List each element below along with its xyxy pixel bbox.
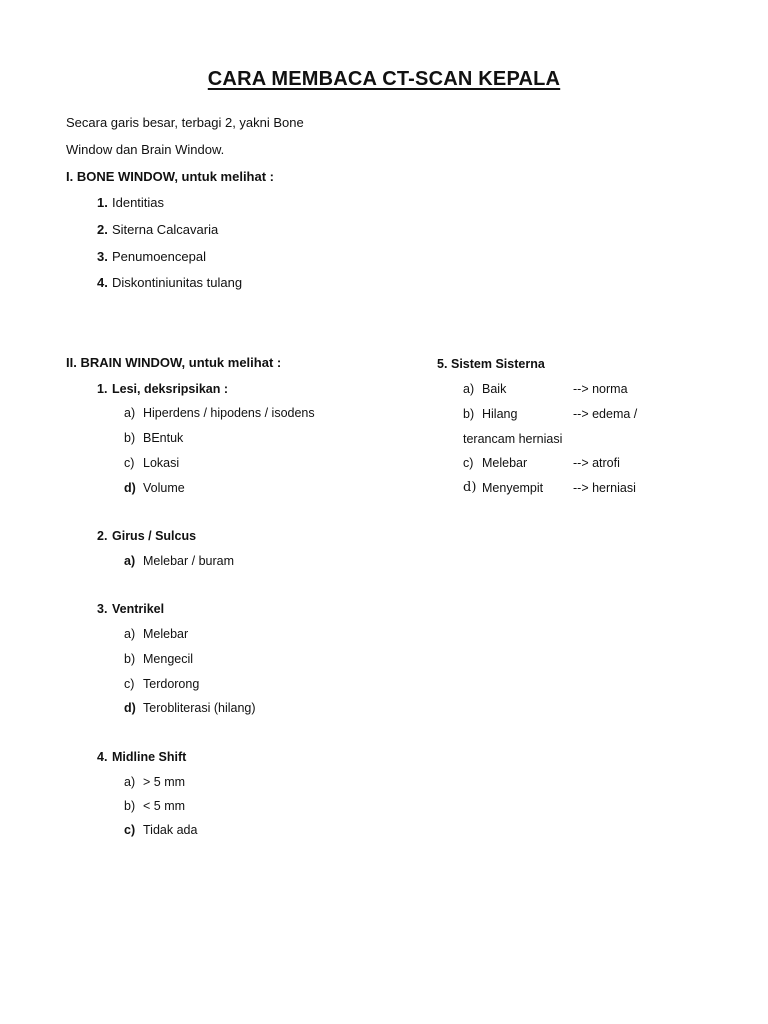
list-result: --> norma	[573, 382, 628, 396]
list-result: --> atrofi	[573, 456, 620, 470]
list-text: < 5 mm	[143, 799, 186, 813]
list-item	[0, 381, 768, 397]
list-text: Tidak ada	[143, 823, 198, 837]
list-label: b)	[463, 407, 475, 421]
list-label: d)	[124, 701, 136, 715]
page-title: CARA MEMBACA CT-SCAN KEPALA	[207, 68, 561, 90]
brain-window-heading: II. BRAIN WINDOW, untuk melihat :	[66, 355, 282, 370]
list-number: 2.	[97, 222, 108, 237]
list-text: Lokasi	[143, 456, 180, 470]
list-continuation: terancam herniasi	[463, 432, 563, 446]
intro-line	[0, 115, 768, 131]
subsection-heading	[0, 356, 768, 372]
list-item	[0, 798, 768, 814]
list-label: b)	[124, 652, 136, 666]
list-text: BEntuk	[143, 431, 184, 445]
list-label: a)	[124, 775, 136, 789]
list-result: --> edema /	[573, 407, 638, 421]
list-text: Melebar	[482, 456, 528, 470]
list-text: Menyempit	[482, 481, 544, 495]
list-label: c)	[124, 456, 135, 470]
list-label: b)	[124, 799, 136, 813]
subsection-title: Sistem Sisterna	[451, 357, 545, 371]
list-number: 1.	[97, 195, 108, 210]
list-label: c)	[463, 456, 474, 470]
bone-window-heading-row	[0, 169, 768, 185]
subsection-number: 1.	[97, 382, 108, 396]
list-text: Volume	[143, 481, 185, 495]
list-label: a)	[463, 382, 475, 396]
list-label: a)	[124, 627, 136, 641]
list-text: Melebar	[143, 627, 189, 641]
list-text: Baik	[482, 382, 507, 396]
subsection-heading	[0, 749, 768, 765]
list-item	[0, 480, 768, 496]
list-text: Terdorong	[143, 677, 200, 691]
list-label: c)	[124, 823, 136, 837]
list-label: b)	[124, 431, 136, 445]
subsection-number: 3.	[97, 602, 108, 616]
subsection-number: 4.	[97, 750, 108, 764]
list-item	[0, 249, 768, 265]
list-text: Penumoencepal	[112, 249, 206, 264]
subsection-title: Lesi, deksripsikan :	[112, 382, 229, 396]
list-text: Siterna Calcavaria	[112, 222, 219, 237]
list-item	[0, 455, 768, 471]
list-item	[0, 822, 768, 838]
subsection-heading	[0, 528, 768, 544]
subsection-heading	[0, 601, 768, 617]
subsection-title: Girus / Sulcus	[112, 529, 197, 543]
list-number: 3.	[97, 249, 108, 264]
list-item	[0, 626, 768, 642]
list-item	[0, 774, 768, 790]
list-label: d)	[124, 481, 136, 495]
bone-window-heading: I. BONE WINDOW, untuk melihat :	[66, 169, 274, 184]
list-label: a)	[124, 554, 136, 568]
list-text: Hiperdens / hipodens / isodens	[143, 406, 315, 420]
list-label: c)	[124, 677, 135, 691]
list-item	[0, 651, 768, 667]
intro-text-2: Window dan Brain Window.	[66, 142, 225, 157]
list-text: Identitias	[112, 195, 165, 210]
list-item	[0, 406, 768, 422]
subsection-title: Ventrikel	[112, 602, 165, 616]
list-item	[0, 222, 768, 238]
list-item-continuation	[0, 431, 768, 447]
subsection-title: Midline Shift	[112, 750, 187, 764]
intro-text-1: Secara garis besar, terbagi 2, yakni Bone	[66, 115, 304, 130]
list-item	[0, 275, 768, 291]
list-item	[0, 676, 768, 692]
list-text: Melebar / buram	[143, 554, 235, 568]
list-text: Terobliterasi (hilang)	[143, 701, 256, 715]
list-text: Diskontiniunitas tulang	[112, 275, 243, 290]
list-item	[0, 195, 768, 211]
list-item	[0, 700, 768, 716]
subsection-number: 2.	[97, 529, 108, 543]
subsection-number: 5.	[437, 357, 448, 371]
list-item	[0, 553, 768, 569]
list-number: 4.	[97, 275, 108, 290]
list-label: a)	[124, 406, 136, 420]
list-text: > 5 mm	[143, 775, 186, 789]
list-text: Hilang	[482, 407, 518, 421]
intro-line	[0, 142, 768, 158]
list-text: Mengecil	[143, 652, 194, 666]
list-result: --> herniasi	[573, 481, 636, 495]
list-label: d)	[463, 480, 477, 495]
